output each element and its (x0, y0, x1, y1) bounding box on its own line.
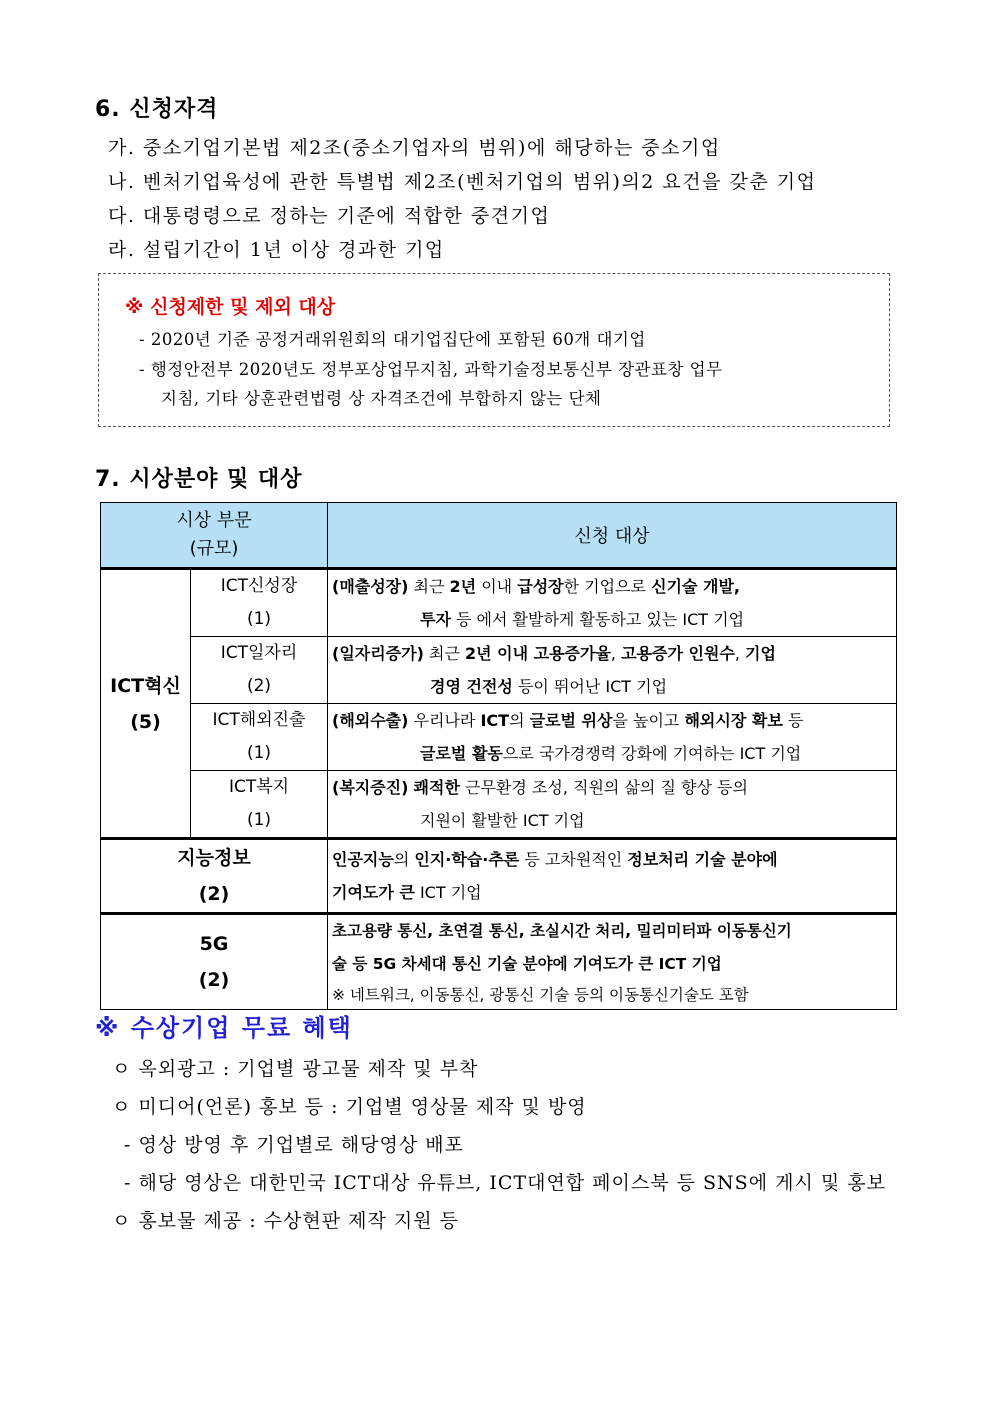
desc-text: 이내 (476, 577, 518, 596)
section-6-heading: 6. 신청자격 (95, 97, 219, 122)
header-target: 신청 대상 (328, 503, 897, 569)
desc-text: 정보처리 기술 분야에 (627, 850, 778, 869)
group-name: ICT혁신 (110, 674, 181, 697)
category-description (328, 914, 897, 1010)
desc-text: 글로벌 위상 (529, 711, 613, 730)
desc-text: 인지·학습·추론 (414, 850, 520, 869)
table-row (101, 704, 897, 771)
restriction-box (98, 273, 890, 427)
benefit-item: ㅇ 옥외광고 : 기업별 광고물 제작 및 부착 (112, 1058, 479, 1080)
table-row (101, 771, 897, 839)
desc-text: (해외수출) (332, 711, 409, 730)
desc-text: 기여도가 큰 (332, 883, 415, 902)
desc-text: 글로벌 활동 (420, 744, 503, 763)
eligibility-item: 라. 설립기간이 1년 이상 경과한 기업 (108, 239, 445, 261)
restriction-item-continued: 지침, 기타 상훈관련법령 상 자격조건에 부합하지 않는 단체 (161, 389, 602, 408)
table-row (101, 569, 897, 637)
desc-text: 쾌적한 (413, 778, 460, 797)
benefits-list (112, 1050, 886, 1240)
desc-text: 2년 (449, 577, 477, 596)
category-description (328, 704, 897, 771)
category-ict-overseas (191, 704, 328, 771)
desc-text: 지원이 활발한 ICT 기업 (420, 811, 585, 830)
category-count: (1) (246, 609, 272, 629)
category-count: (2) (246, 676, 272, 696)
eligibility-list (108, 131, 816, 267)
restriction-item: - 2020년 기준 공정거래위원회의 대기업집단에 포함된 60개 대기업 (139, 330, 646, 349)
desc-text: (매출성장) (332, 577, 409, 596)
benefit-subitem: - 해당 영상은 대한민국 ICT대상 유튜브, ICT대연합 페이스북 등 SNS에 게시 및 홍보 (124, 1172, 886, 1194)
category-description (328, 569, 897, 637)
award-category-table (100, 502, 897, 1010)
group-ict-innovation (101, 569, 191, 839)
desc-text: 등 (782, 711, 804, 730)
benefit-item: ㅇ 홍보물 제공 : 수상현판 제작 지원 등 (112, 1210, 459, 1232)
desc-text: 신기술 개발, (651, 577, 740, 596)
benefits-title: ※ 수상기업 무료 혜택 (95, 1014, 353, 1042)
header-category (101, 503, 328, 569)
category-name: 지능정보 (177, 847, 251, 869)
benefit-item: ㅇ 미디어(언론) 홍보 등 : 기업별 영상물 제작 및 방영 (112, 1096, 587, 1118)
desc-text: 근무환경 조성, 직원의 삶의 질 향상 등의 (459, 778, 748, 797)
restriction-title: ※ 신청제한 및 제외 대상 (125, 296, 336, 318)
table-header-row (101, 503, 897, 569)
category-count: (2) (198, 883, 230, 905)
category-description (328, 839, 897, 914)
category-ict-new-growth (191, 569, 328, 637)
desc-text: 한 기업으로 (563, 577, 652, 596)
desc-text: 으로 국가경쟁력 강화에 기여하는 ICT 기업 (502, 744, 802, 763)
desc-text: , (610, 644, 622, 663)
desc-text: 등이 뛰어난 ICT 기업 (512, 677, 668, 696)
category-count: (1) (246, 743, 272, 763)
eligibility-item: 다. 대통령령으로 정하는 기준에 적합한 중견기업 (108, 205, 551, 227)
desc-text: 기업 (745, 644, 776, 663)
desc-text: 투자 (420, 610, 451, 629)
category-name: ICT일자리 (220, 643, 298, 663)
category-name: ICT해외진출 (212, 710, 306, 730)
desc-text: 고용증가 인원수 (621, 644, 735, 663)
desc-text: 급성장 (517, 577, 564, 596)
desc-text: ICT 기업 (414, 883, 482, 902)
section-7-heading: 7. 시상분야 및 대상 (95, 467, 303, 492)
table-row (101, 637, 897, 704)
desc-text: 술 등 5G 차세대 통신 기술 분야에 기여도가 큰 ICT 기업 (332, 955, 722, 973)
desc-text: , (734, 644, 746, 663)
restriction-item: - 행정안전부 2020년도 정부포상업무지침, 과학기술정보통신부 장관표창 업무 (139, 360, 723, 379)
desc-text: 을 높이고 (612, 711, 685, 730)
desc-note: ※ 네트워크, 이동통신, 광통신 기술 등의 이동통신기술도 포함 (332, 986, 749, 1004)
category-name: 5G (199, 933, 229, 955)
category-ict-jobs (191, 637, 328, 704)
eligibility-item: 나. 벤처기업육성에 관한 특별법 제2조(벤처기업의 범위)의2 요건을 갖춘 기업 (108, 171, 817, 193)
table-row (101, 914, 897, 1010)
desc-text: 등 에서 활발하게 활동하고 있는 ICT 기업 (450, 610, 745, 629)
desc-text: 최근 (408, 577, 450, 596)
desc-text: 최근 (423, 644, 465, 663)
desc-text: 등 고차원적인 (519, 850, 628, 869)
category-description (328, 637, 897, 704)
eligibility-item: 가. 중소기업기본법 제2조(중소기업자의 범위)에 해당하는 중소기업 (108, 137, 721, 159)
desc-text: 해외시장 확보 (684, 711, 783, 730)
desc-text: ICT (480, 711, 510, 730)
desc-text: 2년 이내 고용증가율 (465, 644, 611, 663)
desc-text: 경영 건전성 (430, 677, 513, 696)
group-count: (5) (130, 710, 161, 733)
category-intelligent-info (101, 839, 328, 914)
table-row (101, 839, 897, 914)
category-ict-welfare (191, 771, 328, 839)
header-category-label: 시상 부문 (176, 510, 252, 531)
category-name: ICT신성장 (220, 576, 298, 596)
desc-text: 의 (393, 850, 415, 869)
category-count: (1) (246, 810, 272, 830)
desc-text: (일자리증가) (332, 644, 424, 663)
desc-text: (복지증진) (332, 778, 409, 797)
category-description (328, 771, 897, 839)
category-5g (101, 914, 328, 1010)
benefit-subitem: - 영상 방영 후 기업별로 해당영상 배포 (124, 1134, 464, 1156)
category-count: (2) (198, 969, 230, 991)
category-name: ICT복지 (228, 777, 290, 797)
desc-text: 의 (509, 711, 530, 730)
desc-text: 인공지능 (332, 850, 394, 869)
desc-text: 초고용량 통신, 초연결 통신, 초실시간 처리, 밀리미터파 이동통신기 (332, 922, 792, 940)
desc-text: 우리나라 (408, 711, 481, 730)
header-category-scale: (규모) (189, 538, 239, 559)
